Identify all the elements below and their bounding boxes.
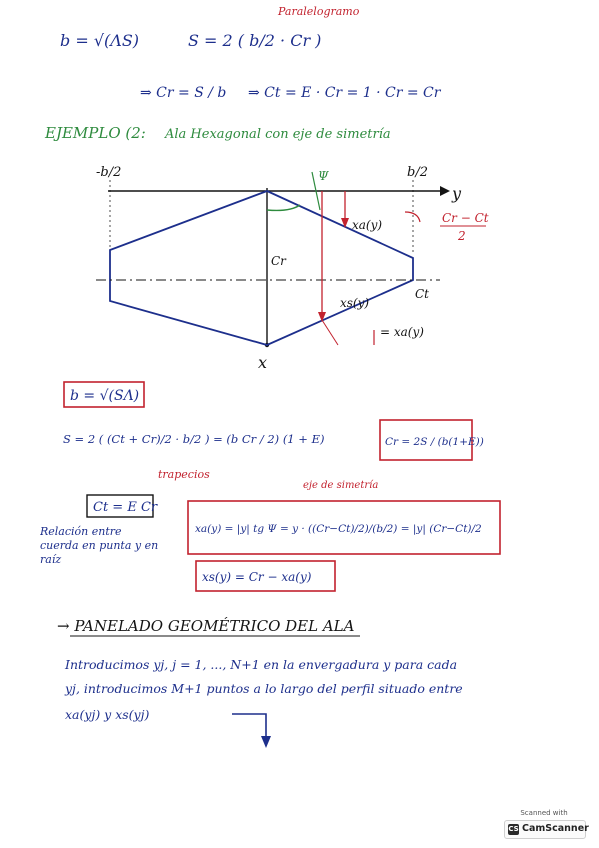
ct-box-formula: Ct = E Cr (93, 500, 158, 515)
down-arrow-icon (232, 714, 266, 742)
s-equation: S = 2 ( (Ct + Cr)/2 · b/2 ) = (b Cr / 2) (1 + E) (63, 432, 325, 446)
ct-label: Ct (415, 287, 430, 301)
paralelogramo-label: Paralelogramo (278, 5, 360, 18)
xs-label: xs(y) (340, 296, 370, 310)
camscanner-name: CamScanner (522, 823, 589, 834)
cr-box-formula: Cr = 2S / (b(1+E)) (385, 436, 484, 448)
formula-cr: ⇒ Cr = S / b (140, 85, 227, 101)
right-tip-label: b/2 (407, 165, 428, 180)
xs-box-formula: xs(y) = Cr − xa(y) (202, 570, 312, 584)
left-tip-label: -b/2 (96, 165, 122, 180)
example-label: EJEMPLO (2: (45, 124, 146, 142)
section-title: → PANELADO GEOMÉTRICO DEL ALA (57, 617, 355, 635)
fraction-numerator: Cr − Ct (442, 211, 489, 225)
b-box-formula: b = √(SΛ) (70, 388, 140, 404)
eje-simetria-note: eje de simetría (303, 480, 379, 491)
x-axis-label: x (258, 353, 268, 372)
formula-s-paralelogramo: S = 2 ( b/2 · Cr ) (188, 31, 322, 50)
relacion-note: Relación entre cuerda en punta y en raíz (40, 525, 159, 566)
camscanner-logo-icon: CS (508, 825, 519, 833)
xa-label: xa(y) (352, 218, 383, 232)
trapecios-note: trapecios (158, 468, 210, 481)
xa-box-formula: xa(y) = |y| tg Ψ = y · ((Cr−Ct)/2)/(b/2) = |y| (Cr−Ct)/2 (195, 523, 482, 535)
camscanner-badge (500, 809, 588, 841)
section-line-2: yj, introducimos M+1 puntos a lo largo del perfil situado entre (65, 681, 463, 696)
formula-b: b = √(ΛS) (60, 31, 140, 50)
cr-label: Cr (271, 254, 286, 268)
scanned-with-label: Scanned with (520, 809, 568, 817)
y-axis-label: y (452, 184, 462, 203)
section-line-1: Introducimos yj, j = 1, ..., N+1 en la envergadura y para cada (65, 657, 458, 672)
example-title: Ala Hexagonal con eje de simetría (165, 127, 391, 142)
formula-ct: ⇒ Ct = E · Cr = 1 · Cr = Cr (248, 85, 441, 101)
psi-label: Ψ (318, 169, 329, 183)
section-line-3: xa(yj) y xs(yj) (65, 707, 150, 722)
fraction-denominator: 2 (458, 229, 466, 243)
camscanner-logo-box (504, 820, 589, 839)
relacion-note-wrap (40, 525, 160, 583)
xa-bottom-label: = xa(y) (380, 325, 424, 339)
wing-planform (110, 191, 413, 345)
